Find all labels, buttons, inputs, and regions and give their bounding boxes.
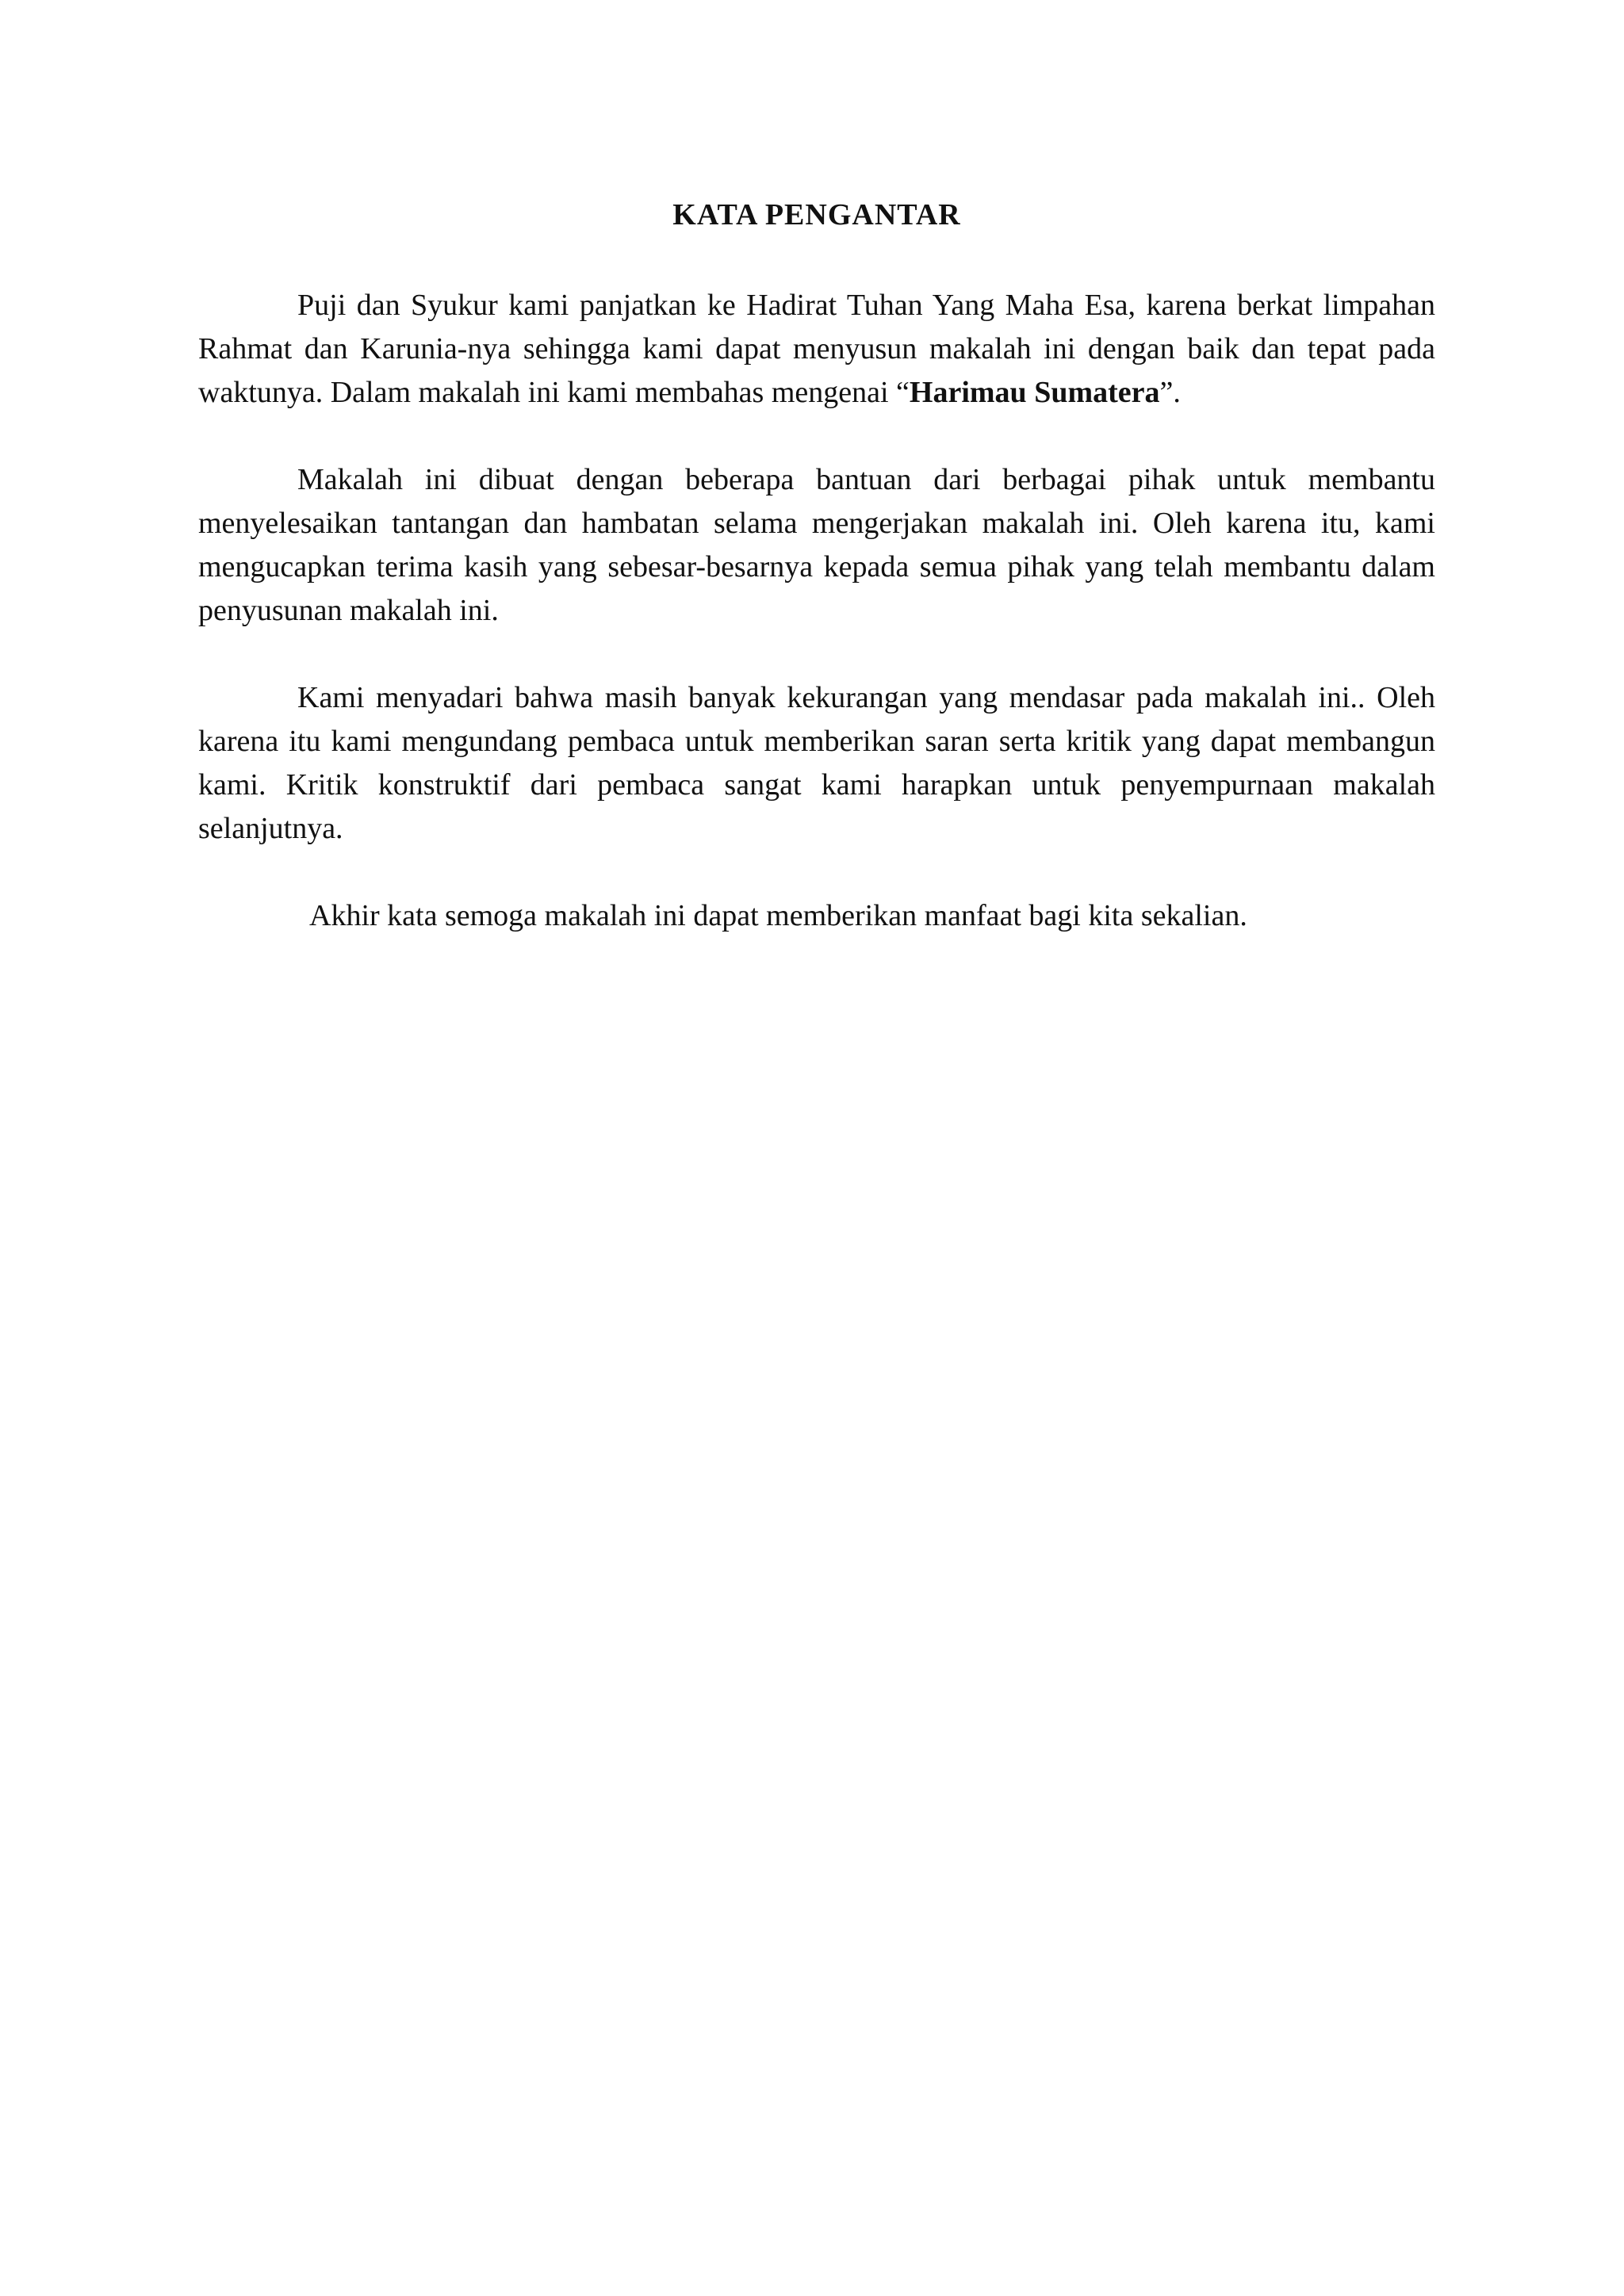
paragraph-opening (198, 284, 1435, 415)
page-title: KATA PENGANTAR (672, 198, 961, 232)
paragraph-acknowledgement: Makalah ini dibuat dengan beberapa bantuan dari berbagai pihak untuk membantu menyelesaikan tantangan dan hambatan selama mengerjakan makalah ini. Oleh karena itu, kami mengucapkan terima kasih yang sebesar-besarnya kepada semua pihak yang telah membantu dalam penyusunan makalah ini. (198, 463, 1435, 627)
paragraph-feedback: Kami menyadari bahwa masih banyak kekurangan yang mendasar pada makalah ini.. Oleh karena itu kami mengundang pembaca untuk memberikan saran serta kritik yang dapat membangun kami. Kritik konstruktif dari pembaca sangat kami harapkan untuk penyempurnaan makalah selanjutnya. (198, 681, 1435, 845)
topic-highlight: Harimau Sumatera (909, 376, 1160, 409)
paragraph-closing: Akhir kata semoga makalah ini dapat memberikan manfaat bagi kita sekalian. (309, 899, 1247, 932)
document-body (198, 189, 1435, 982)
paragraph-opening-end: ”. (1159, 376, 1181, 409)
paragraph-opening-text: Puji dan Syukur kami panjatkan ke Hadirat Tuhan Yang Maha Esa, karena berkat limpahan Rahmat dan Karunia-nya sehingga kami dapat menyusun makalah ini dengan baik dan tepat pada waktunya. Dalam makalah ini kami membahas mengenai “ (198, 289, 1435, 409)
